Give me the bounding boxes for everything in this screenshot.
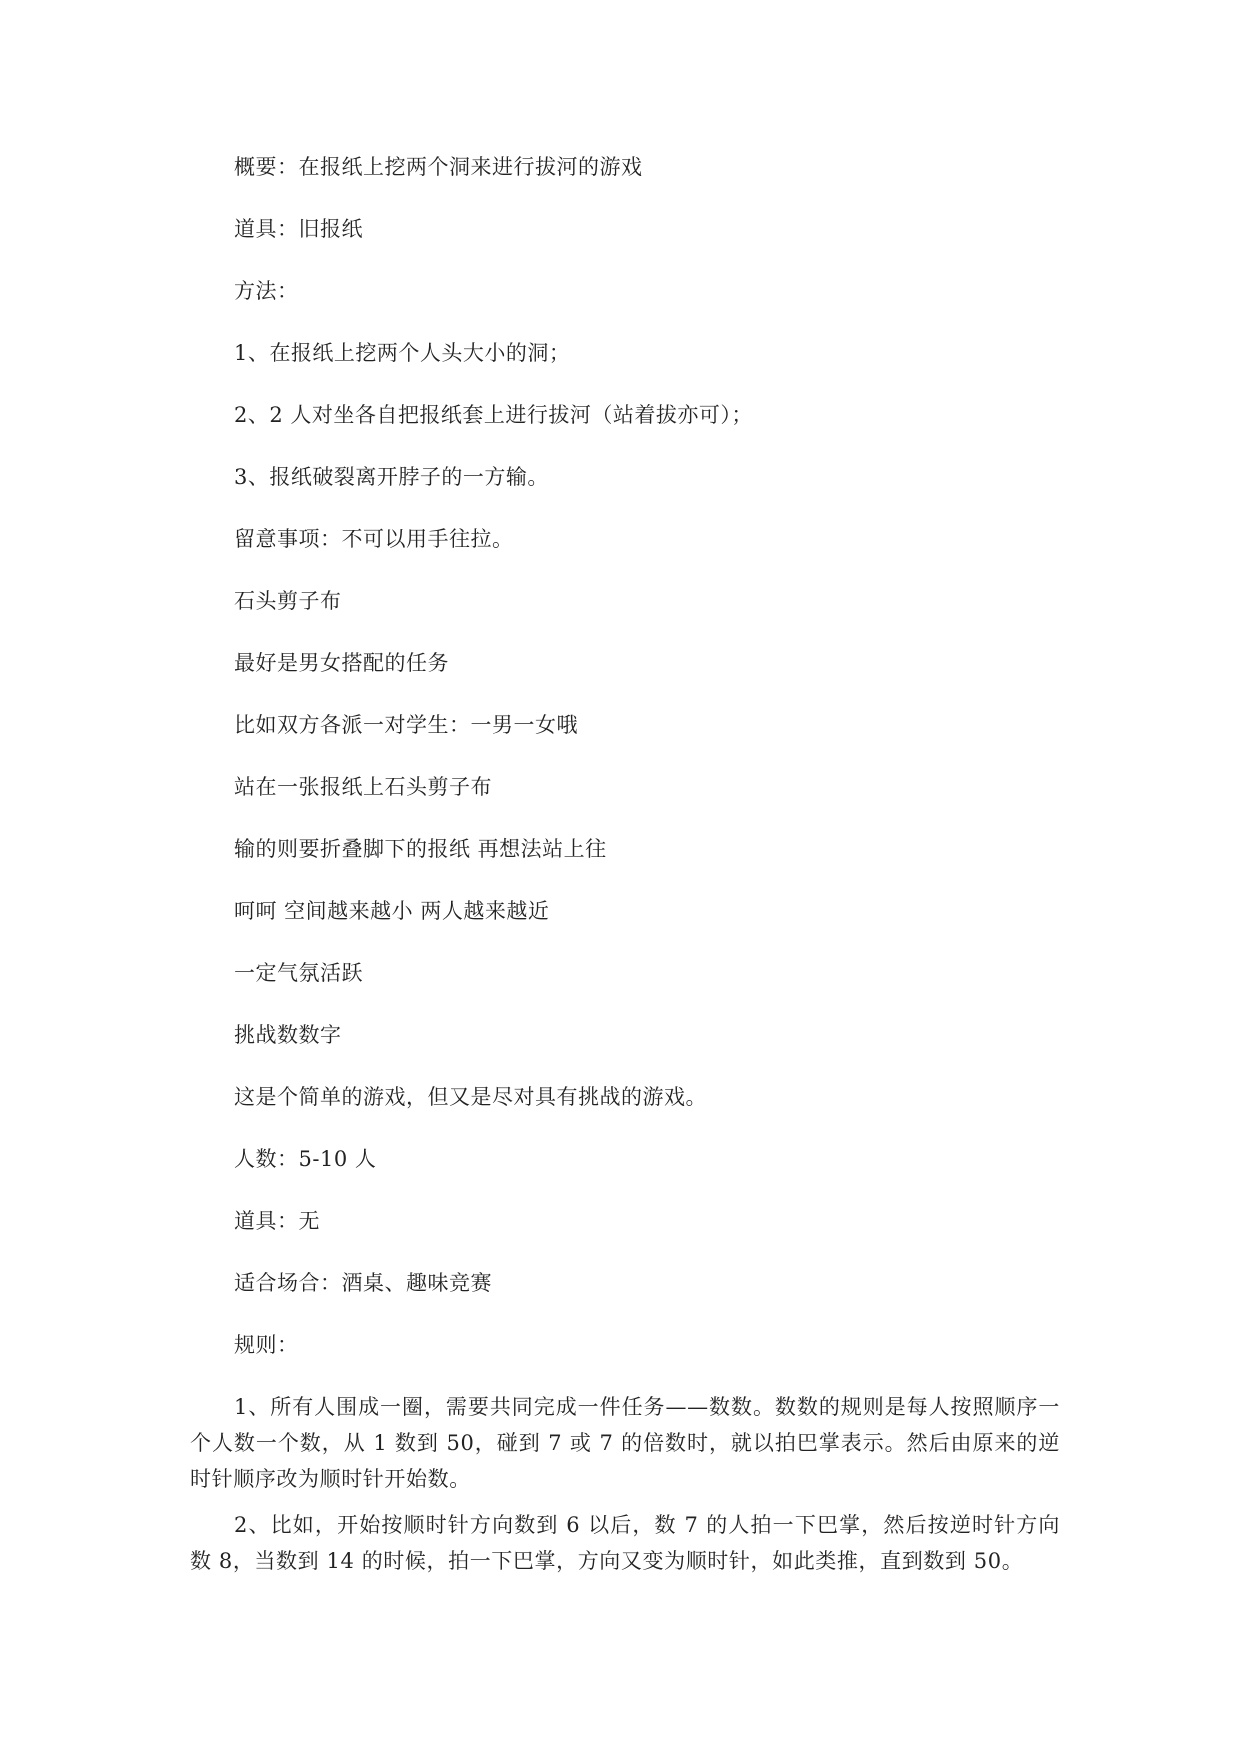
notice-line: 留意事项：不可以用手往拉。 bbox=[234, 527, 514, 551]
text-line: 最好是男女搭配的任务 bbox=[234, 651, 449, 675]
game-title-rps: 石头剪子布 bbox=[234, 589, 342, 613]
props-line: 道具：无 bbox=[234, 1209, 320, 1233]
game-title-counting: 挑战数数字 bbox=[234, 1023, 342, 1047]
method-step-1: 1、在报纸上挖两个人头大小的洞； bbox=[234, 341, 571, 365]
text-line: 输的则要折叠脚下的报纸 再想法站上往 bbox=[234, 837, 607, 861]
text-line: 站在一张报纸上石头剪子布 bbox=[234, 775, 492, 799]
rule-paragraph-2: 2、比如，开始按顺时针方向数到 6 以后，数 7 的人拍一下巴掌，然后按逆时针方向数 8，当数到 14 的时候，拍一下巴掌，方向又变为顺时针，如此类推，直到数到 50。 bbox=[190, 1513, 1060, 1573]
occasion-line: 适合场合：酒桌、趣味竞赛 bbox=[234, 1271, 492, 1295]
text-line: 这是个简单的游戏，但又是尽对具有挑战的游戏。 bbox=[234, 1085, 707, 1109]
props-line: 道具：旧报纸 bbox=[234, 217, 363, 241]
text-line: 比如双方各派一对学生：一男一女哦 bbox=[234, 713, 578, 737]
players-line: 人数：5-10 人 bbox=[234, 1147, 377, 1171]
method-step-3: 3、报纸破裂离开脖子的一方输。 bbox=[234, 465, 549, 489]
text-line: 一定气氛活跃 bbox=[234, 961, 363, 985]
rule-paragraph-1: 1、所有人围成一圈，需要共同完成一件任务——数数。数数的规则是每人按照顺序一个人数一个数，从 1 数到 50，碰到 7 或 7 的倍数时，就以拍巴掌表示。然后由原来的逆时针顺序改为顺时针开始数。 bbox=[190, 1395, 1060, 1491]
rules-heading: 规则： bbox=[234, 1333, 299, 1357]
method-heading: 方法： bbox=[234, 279, 299, 303]
text-line: 呵呵 空间越来越小 两人越来越近 bbox=[234, 899, 550, 923]
method-step-2: 2、2 人对坐各自把报纸套上进行拔河（站着拔亦可）； bbox=[234, 403, 753, 427]
summary-line: 概要：在报纸上挖两个洞来进行拔河的游戏 bbox=[234, 155, 643, 179]
